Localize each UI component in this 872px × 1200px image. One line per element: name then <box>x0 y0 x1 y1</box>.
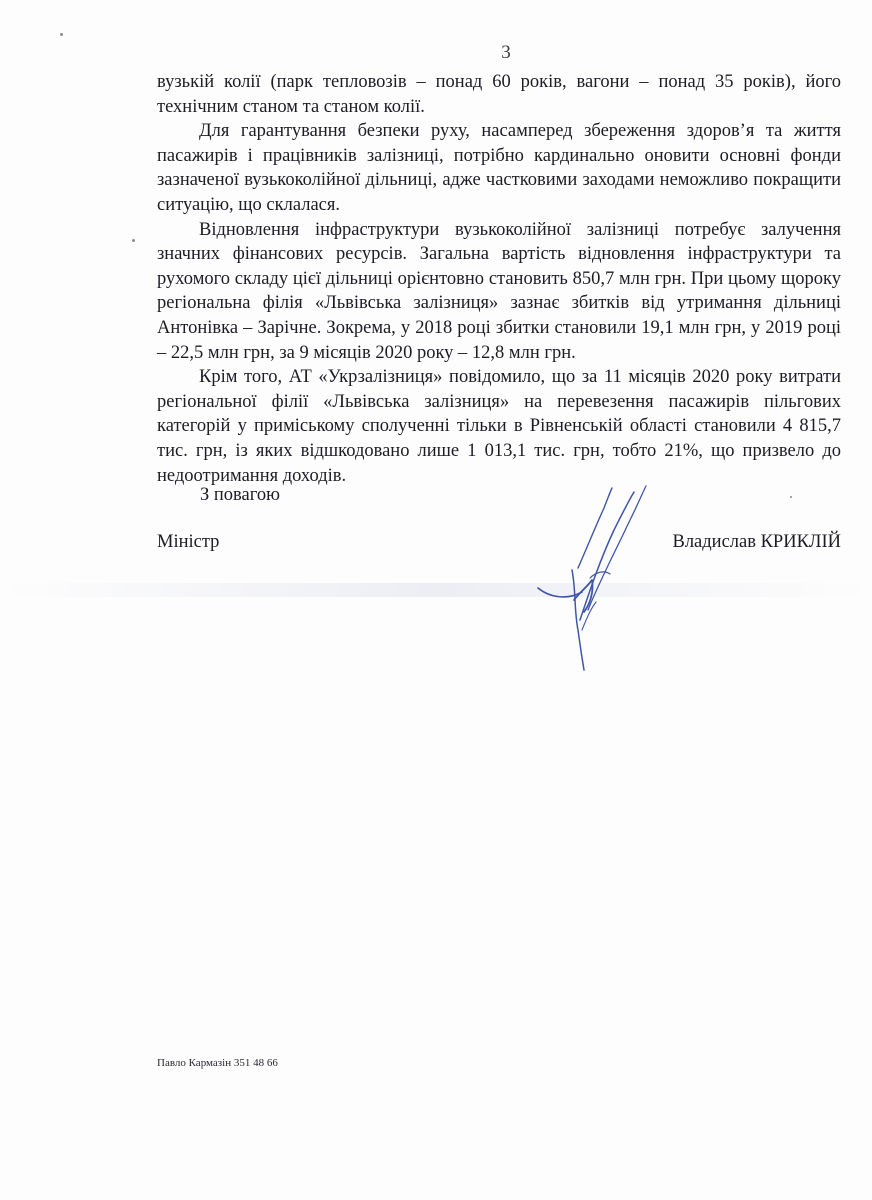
signatory-position: Міністр <box>157 532 220 552</box>
scan-artifact-band <box>0 583 872 597</box>
executor-footer: Павло Кармазін 351 48 66 <box>157 1057 278 1069</box>
paragraph-expenses: Крім того, АТ «Укрзалізниця» повідомило, що за 11 місяців 2020 року витрати регіональної філії «Львівська залізниця» на перевезення пасажирів пільгових категорій у приміському сполученні тільки в Рівненській області становили 4 815,7 тис. грн, із яких відшкодовано лише 1 013,1 тис. грн, тобто 21%, що призвело до недоотримання доходів. <box>157 367 841 486</box>
signatory-name: Владислав КРИКЛІЙ <box>672 532 841 552</box>
closing-salutation: З повагою <box>200 485 280 505</box>
page-number: 3 <box>501 42 511 63</box>
scan-speck <box>790 496 792 498</box>
scan-speck <box>60 33 63 36</box>
handwritten-signature <box>530 480 660 680</box>
letter-body <box>157 70 841 488</box>
paragraph-safety: Для гарантування безпеки руху, насамперед збереження здоров’я та життя пасажирів і працівників залізниці, потрібно кардинально оновити основні фонди зазначеної вузькоколійної дільниці, адже частковими заходами неможливо покращити ситуацію, що склалася. <box>157 121 841 215</box>
scan-speck <box>132 239 135 242</box>
paragraph-financing: Відновлення інфраструктури вузькоколійної залізниці потребує залучення значних фінансових ресурсів. Загальна вартість відновлення інфраструктури та рухомого складу цієї дільниці орієнтовно становить 850,7 млн грн. При цьому щороку регіональна філія «Львівська залізниця» зазнає збитків від утримання дільниці Антонівка – Зарічне. Зокрема, у 2018 році збитки становили 19,1 млн грн, у 2019 році – 22,5 млн грн, за 9 місяців 2020 року – 12,8 млн грн. <box>157 219 841 363</box>
paragraph-continuation: вузькій колії (парк тепловозів – понад 60 років, вагони – понад 35 років), його технічним станом та станом колії. <box>157 72 841 117</box>
